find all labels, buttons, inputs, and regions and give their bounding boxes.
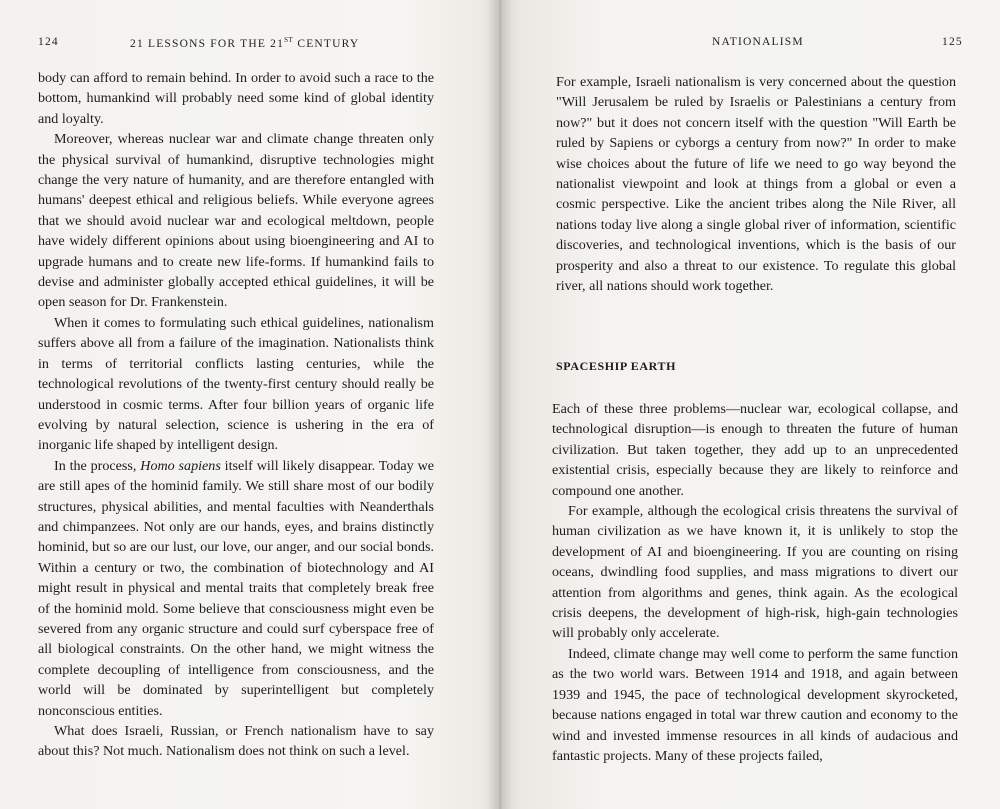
paragraph: Indeed, climate change may well come to perform the same function as the two world wars. Between 1914 and 1918, and again between 1939 and 1945, the pace of technological development skyrocketed, because nations engaged in total war threw caution and economy to the wind and invested immense resources in all kinds of audacious and fantastic projects. Many of these projects failed,: [552, 645, 958, 764]
paragraph: When it comes to formulating such ethical guidelines, nationalism suffers above all from a failure of the imagination. Nationalists think in terms of territorial conflicts lasting centuries, while the technological revolutions of the twenty-first century should really be understood in cosmic terms. After four billion years of organic life evolving by natural selection, science is ushering in the era of inorganic life shaped by intelligent design.: [38, 314, 434, 454]
paragraph-homo-sapiens: [38, 456, 434, 721]
running-head-sup: ST: [284, 36, 294, 44]
paragraph: body can afford to remain behind. In order to avoid such a race to the bottom, humankind will probably need some kind of global identity and loyalty.: [38, 70, 434, 127]
right-page-body-top: [556, 72, 956, 296]
running-head-left: [130, 36, 359, 50]
left-page-body: [38, 68, 434, 762]
book-gutter: [488, 0, 512, 809]
paragraph: What does Israeli, Russian, or French nationalism have to say about this? Not much. Nationalism does not think on such a level.: [38, 723, 434, 760]
paragraph: Moreover, whereas nuclear war and climate change threaten only the physical survival of humankind, disruptive technologies might change the very nature of humanity, and are therefore entangled with humans' deepest ethical and religious beliefs. While everyone agrees that we should avoid nuclear war and ecological meltdown, people have widely different opinions about using bioengineering and AI to upgrade humans and to create new life-forms. If humankind fails to devise and administer globally accepted ethical guidelines, it will be open season for Dr. Frankenstein.: [38, 131, 434, 311]
paragraph: For example, although the ecological crisis threatens the survival of human civilization as we have known it, it is unlikely to stop the development of AI and bioengineering. If you are counting on rising oceans, dwindling food supplies, and mass migrations to divert our attention from algorithms and genes, think again. As the ecological crisis deepens, the development of high-risk, high-gain technologies will probably only accelerate.: [552, 503, 958, 642]
section-heading: SPACESHIP EARTH: [556, 359, 677, 373]
right-page: [510, 0, 1000, 809]
paragraph-rest: itself will likely disappear. Today we are still apes of the hominid family. We still share most of our bodily structures, physical abilities, and mental faculties with Neanderthals and chimpanzees. Not only are our hands, eyes, and brains distinctly hominid, but so are our lust, our love, our anger, and our social bonds. Within a century or two, the combination of biotechnology and AI might result in physical and mental traits that completely break free of the hominid mold. Some believe that consciousness might even be severed from any organic structure and could surf cyberspace free of all biological constraints. On the other hand, we might witness the complete decoupling of intelligence from consciousness, and the world will be dominated by superintelligent but completely nonconscious entities.: [38, 457, 434, 719]
paragraph: Each of these three problems—nuclear war, ecological collapse, and technological disruption—is enough to threaten the future of human civilization. But taken together, they add up to an unprecedented existential crisis, especially because they are likely to reinforce and compound one another.: [552, 401, 958, 499]
right-page-body-bottom: [552, 399, 958, 766]
running-head-text: 21 LESSONS FOR THE 21: [130, 37, 285, 50]
page-number-right: 125: [942, 36, 963, 48]
running-head-right: NATIONALISM: [712, 36, 804, 48]
paragraph: For example, Israeli nationalism is very concerned about the question "Will Jerusalem be ruled by Israelis or Palestinians a century from now?" but it does not concern itself with the question "Will Earth be ruled by Sapiens or cyborgs a century from now?" In order to make wise choices about the future of life we need to go way beyond the nationalist viewpoint and look at things from a global or even a cosmic perspective. Like the ancient tribes along the Nile River, all nations today live along a single global river of information, scientific discoveries, and technological inventions, which is the basis of our prosperity and also a threat to our existence. To regulate this global river, all nations should work together.: [556, 74, 956, 295]
left-page: [0, 0, 490, 809]
paragraph-italic: Homo sapiens: [140, 457, 221, 474]
paragraph-lead: In the process,: [54, 457, 141, 474]
page-number-left: 124: [38, 36, 59, 48]
running-head-tail: CENTURY: [293, 37, 360, 50]
